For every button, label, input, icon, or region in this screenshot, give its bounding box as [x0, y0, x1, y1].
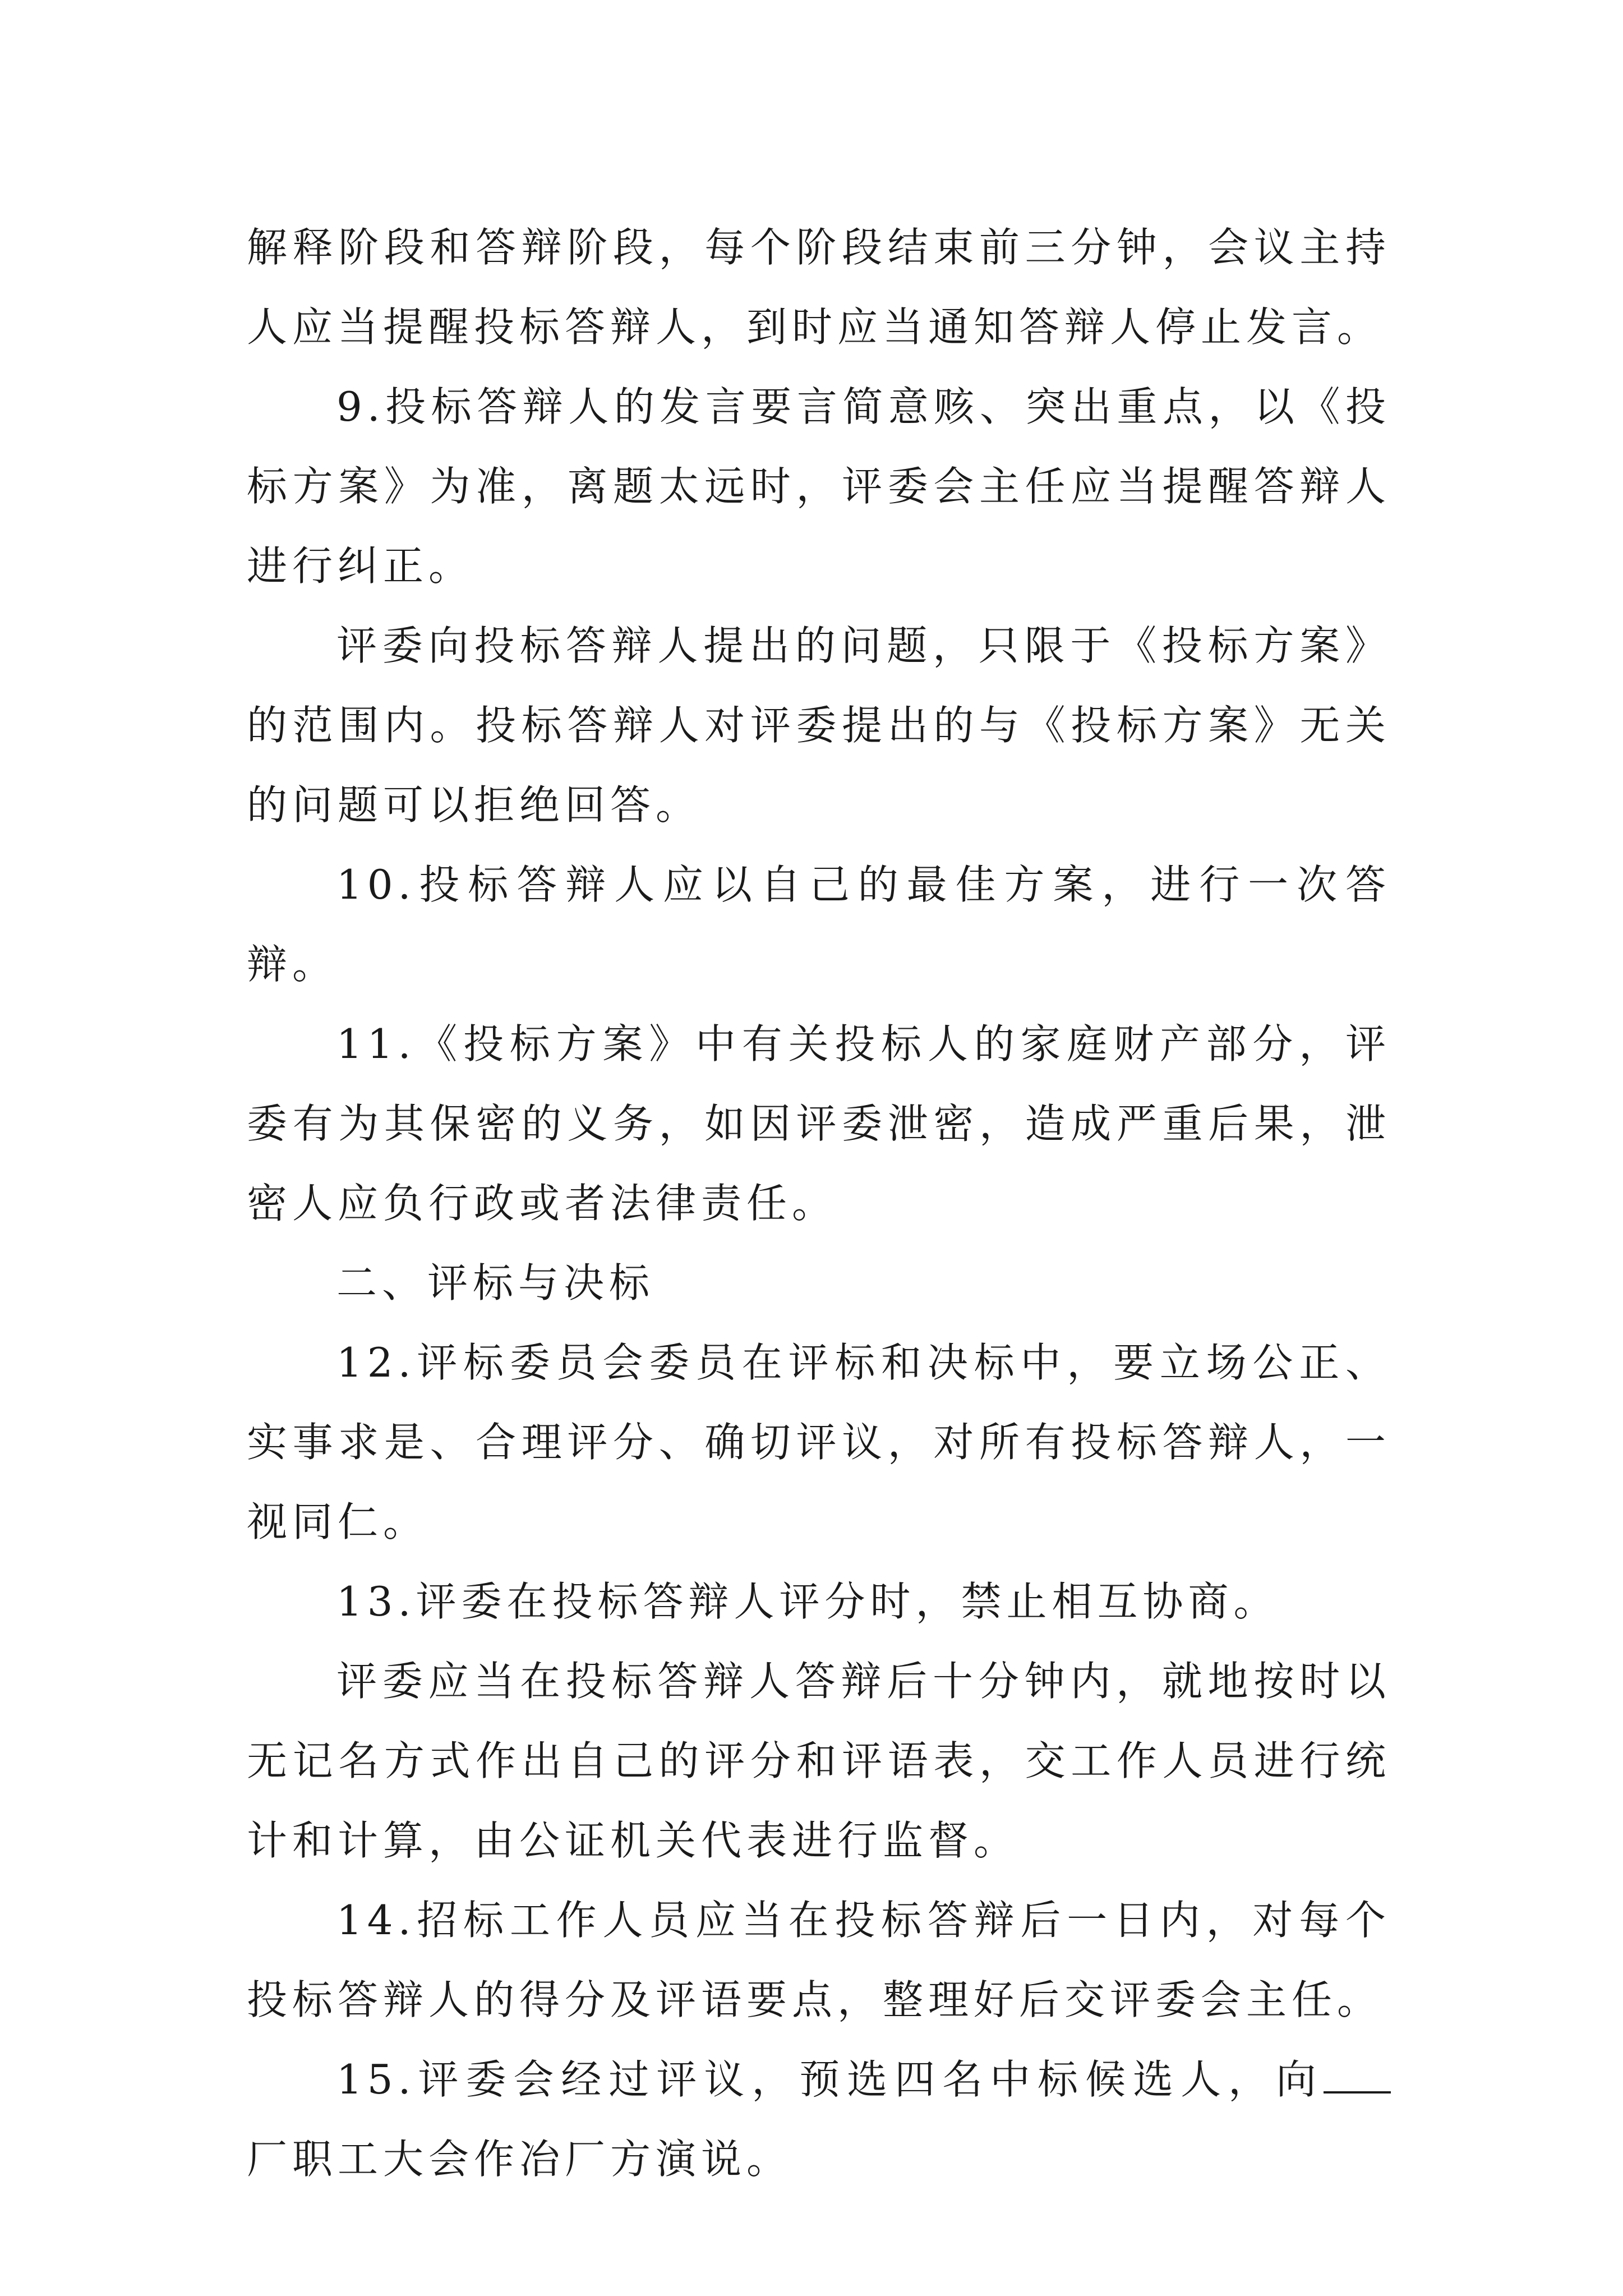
paragraph-14: 14.招标工作人员应当在投标答辩后一日内，对每个投标答辩人的得分及评语要点，整理好后交评委会主任。 [247, 1897, 1391, 2023]
paragraph-13: 13.评委在投标答辩人评分时，禁止相互协商。 [336, 1578, 1279, 1625]
document-body [247, 208, 1391, 2199]
paragraph-11: 11.《投标方案》中有关投标人的家庭财产部分，评委有为其保密的义务，如因评委泄密，造成严重后果，泄密人应负行政或者法律责任。 [247, 1020, 1391, 1227]
paragraph-question-scope: 评委向投标答辩人提出的问题，只限于《投标方案》的范围内。投标答辩人对评委提出的与《投标方案》无关的问题可以拒绝回答。 [247, 622, 1391, 829]
paragraph-9: 9.投标答辩人的发言要言简意赅、突出重点，以《投标方案》为准，离题太远时，评委会主任应当提醒答辩人进行纠正。 [247, 383, 1391, 590]
paragraph-1: 解释阶段和答辩阶段，每个阶段结束前三分钟，会议主持人应当提醒投标答辩人，到时应当通知答辩人停止发言。 [247, 224, 1391, 351]
paragraph-10: 10.投标答辩人应以自己的最佳方案，进行一次答辩。 [247, 861, 1391, 988]
paragraph-15-after-blank: 厂职工大会作冶厂方演说。 [247, 2136, 792, 2183]
paragraph-15-before-blank: 15.评委会经过评议，预选四名中标候选人，向 [336, 2056, 1324, 2103]
section-heading-evaluation: 二、评标与决标 [336, 1259, 655, 1306]
paragraph-15 [247, 2040, 1391, 2199]
paragraph-12: 12.评标委员会委员在评标和决标中，要立场公正、实事求是、合理评分、确切评议，对所有投标答辩人，一视同仁。 [247, 1339, 1391, 1545]
paragraph-scoring-method: 评委应当在投标答辩人答辩后十分钟内，就地按时以无记名方式作出自己的评分和评语表，交工作人员进行统计和计算，由公证机关代表进行监督。 [247, 1658, 1391, 1864]
fill-in-blank [1324, 2058, 1391, 2093]
